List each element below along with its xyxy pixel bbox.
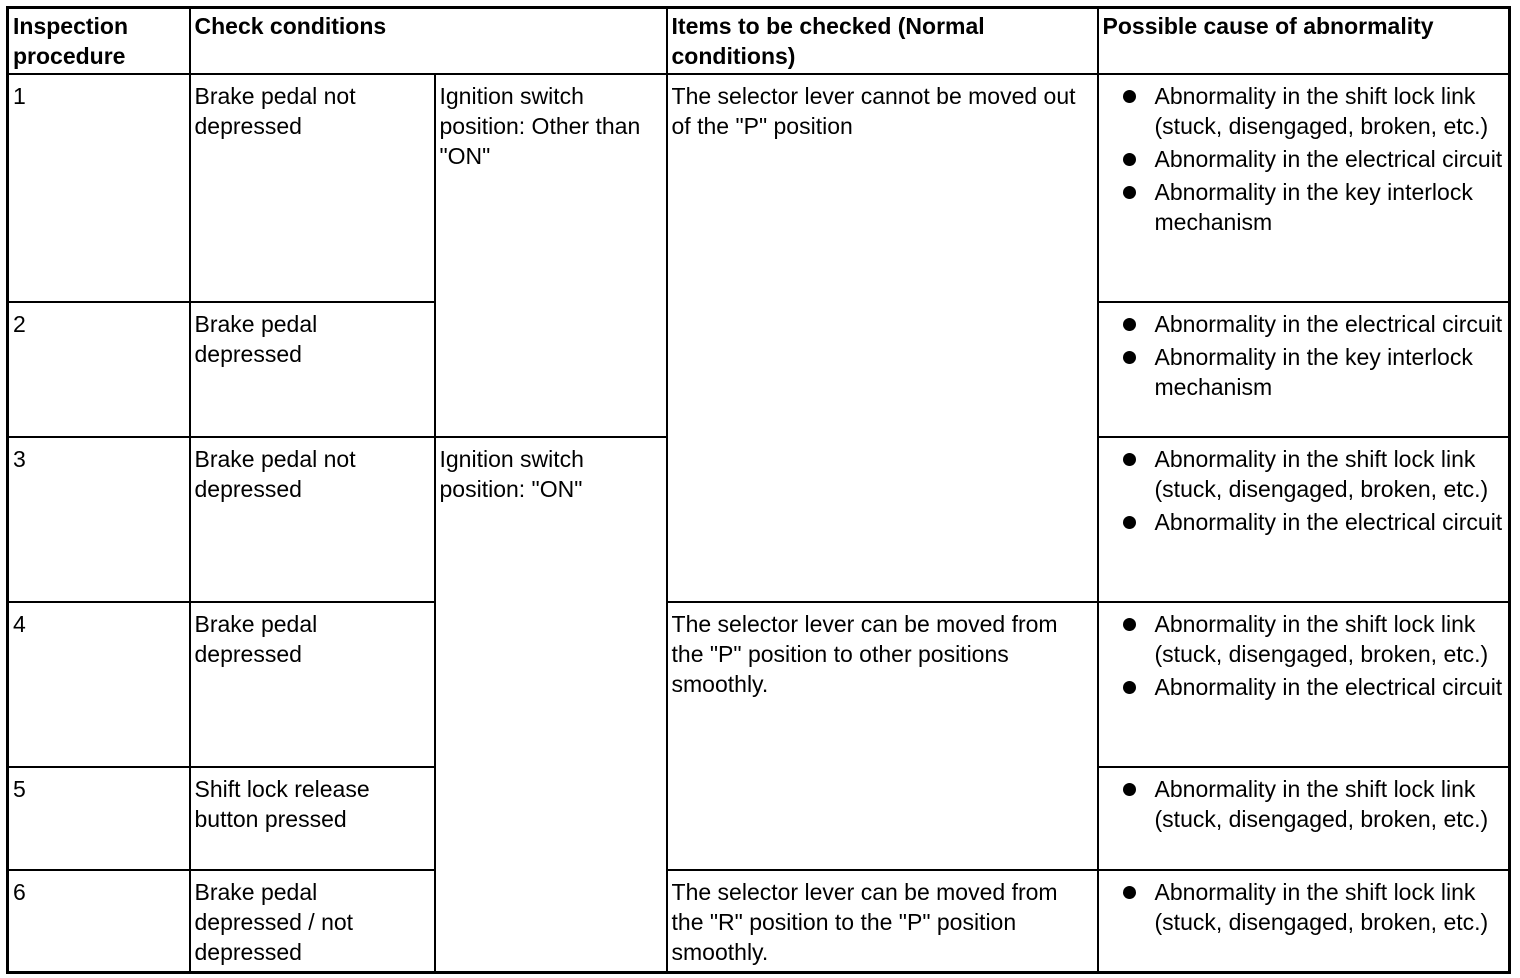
header-row xyxy=(8,8,1510,74)
cause-text: Abnormality in the key interlock mechanism xyxy=(1154,178,1473,235)
bullet-icon xyxy=(1123,453,1136,466)
cause-text: Abnormality in the electrical circuit xyxy=(1154,145,1503,172)
procedure-number: 6 xyxy=(8,870,190,973)
check-item: The selector lever can be moved from the "R" position to the "P" position smoothly. xyxy=(667,870,1098,973)
ignition-condition: Ignition switch position: "ON" xyxy=(435,437,667,973)
header-procedure: Inspection procedure xyxy=(8,8,190,74)
cause-list xyxy=(1103,877,1505,937)
bullet-icon xyxy=(1123,886,1136,899)
ignition-condition: Ignition switch position: Other than "ON" xyxy=(435,74,667,437)
cause-item xyxy=(1103,507,1505,537)
table-row xyxy=(8,870,1510,973)
check-item: The selector lever cannot be moved out of the "P" position xyxy=(667,74,1098,602)
cause-item xyxy=(1103,144,1505,174)
cause-cell xyxy=(1098,302,1510,437)
brake-condition: Brake pedal depressed / not depressed xyxy=(190,870,435,973)
brake-condition: Shift lock release button pressed xyxy=(190,767,435,870)
cause-cell xyxy=(1098,437,1510,602)
table-row xyxy=(8,74,1510,302)
cause-text: Abnormality in the shift lock link (stuck, disengaged, broken, etc.) xyxy=(1154,445,1489,502)
cause-cell xyxy=(1098,870,1510,973)
header-check-conditions: Check conditions xyxy=(190,8,667,74)
brake-condition: Brake pedal depressed xyxy=(190,302,435,437)
cause-item xyxy=(1103,177,1505,237)
brake-condition: Brake pedal not depressed xyxy=(190,437,435,602)
bullet-icon xyxy=(1123,186,1136,199)
cause-cell xyxy=(1098,767,1510,870)
cause-list xyxy=(1103,774,1505,834)
check-item: The selector lever can be moved from the "P" position to other positions smoothly. xyxy=(667,602,1098,870)
header-items-to-check: Items to be checked (Normal conditions) xyxy=(667,8,1098,74)
procedure-number: 4 xyxy=(8,602,190,767)
cause-cell xyxy=(1098,74,1510,302)
procedure-number: 5 xyxy=(8,767,190,870)
bullet-icon xyxy=(1123,90,1136,103)
cause-text: Abnormality in the shift lock link (stuck, disengaged, broken, etc.) xyxy=(1154,610,1489,667)
bullet-icon xyxy=(1123,318,1136,331)
cause-text: Abnormality in the shift lock link (stuck, disengaged, broken, etc.) xyxy=(1154,82,1489,139)
cause-text: Abnormality in the electrical circuit xyxy=(1154,310,1503,337)
bullet-icon xyxy=(1123,351,1136,364)
cause-list xyxy=(1103,81,1505,237)
cause-item xyxy=(1103,342,1505,402)
cause-list xyxy=(1103,309,1505,402)
cause-item xyxy=(1103,81,1505,141)
brake-condition: Brake pedal depressed xyxy=(190,602,435,767)
bullet-icon xyxy=(1123,516,1136,529)
bullet-icon xyxy=(1123,783,1136,796)
table-row xyxy=(8,602,1510,767)
procedure-number: 2 xyxy=(8,302,190,437)
cause-item xyxy=(1103,774,1505,834)
inspection-table xyxy=(6,6,1511,974)
cause-text: Abnormality in the electrical circuit xyxy=(1154,508,1503,535)
cause-text: Abnormality in the key interlock mechanism xyxy=(1154,343,1473,400)
bullet-icon xyxy=(1123,153,1136,166)
cause-text: Abnormality in the electrical circuit xyxy=(1154,673,1503,700)
cause-list xyxy=(1103,444,1505,537)
header-possible-cause: Possible cause of abnormality xyxy=(1098,8,1510,74)
cause-item xyxy=(1103,672,1505,702)
cause-item xyxy=(1103,877,1505,937)
bullet-icon xyxy=(1123,618,1136,631)
cause-cell xyxy=(1098,602,1510,767)
cause-text: Abnormality in the shift lock link (stuck, disengaged, broken, etc.) xyxy=(1154,775,1489,832)
cause-item xyxy=(1103,309,1505,339)
bullet-icon xyxy=(1123,681,1136,694)
cause-item xyxy=(1103,444,1505,504)
cause-list xyxy=(1103,609,1505,702)
cause-text: Abnormality in the shift lock link (stuck, disengaged, broken, etc.) xyxy=(1154,878,1489,935)
brake-condition: Brake pedal not depressed xyxy=(190,74,435,302)
procedure-number: 1 xyxy=(8,74,190,302)
procedure-number: 3 xyxy=(8,437,190,602)
cause-item xyxy=(1103,609,1505,669)
